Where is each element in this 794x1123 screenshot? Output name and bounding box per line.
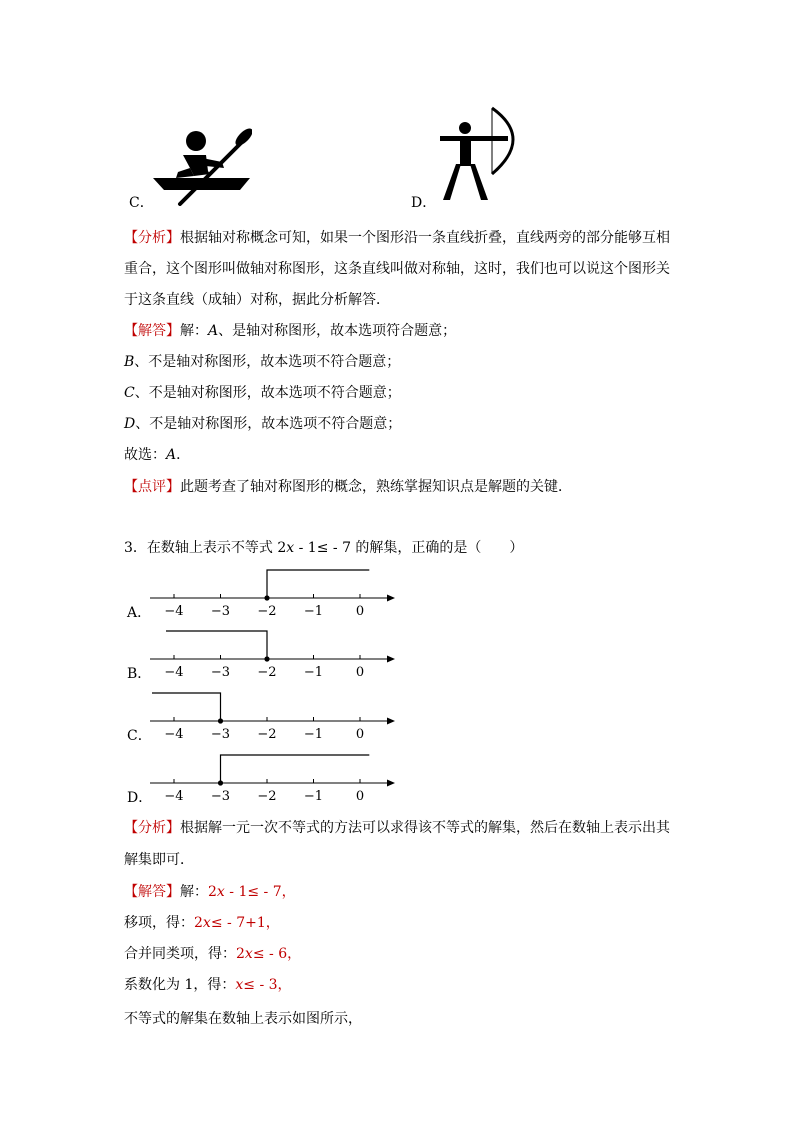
q3-step-3: 合并同类项，得：2x≤ - 6， bbox=[124, 946, 302, 962]
option-label: D． bbox=[127, 790, 153, 806]
tick-label: −2 bbox=[257, 727, 277, 742]
number-line-1 bbox=[0, 562, 794, 622]
number-line-4 bbox=[0, 747, 794, 807]
q3-step-5: 不等式的解集在数轴上表示如图所示， bbox=[124, 1011, 362, 1027]
q3-step-2: 移项，得：2x≤ - 7+1， bbox=[124, 915, 280, 931]
tick-label: −1 bbox=[303, 727, 324, 742]
q3-stem: 3．在数轴上表示不等式 2x - 1≤ - 7 的解集，正确的是（ ） bbox=[124, 540, 524, 556]
q2-choice: 故选：A． bbox=[124, 447, 191, 463]
tick-label: −4 bbox=[164, 604, 184, 619]
tick-label: −3 bbox=[210, 604, 231, 619]
tick-label: −4 bbox=[164, 789, 184, 804]
tick-label: −1 bbox=[303, 604, 324, 619]
answer-tag: 【解答】 bbox=[124, 884, 180, 900]
tick-label: −2 bbox=[257, 665, 277, 680]
axis-arrow bbox=[387, 656, 395, 663]
tick-label: 0 bbox=[355, 604, 365, 619]
q2-analysis-line-1: 【分析】根据轴对称概念可知，如果一个图形沿一条直线折叠，直线两旁的部分能够互相 bbox=[124, 230, 670, 246]
q2-comment: 【点评】此题考查了轴对称图形的概念，熟练掌握知识点是解题的关键． bbox=[124, 479, 572, 495]
tick-label: 0 bbox=[355, 665, 365, 680]
q2-analysis-line-2: 重合，这个图形叫做轴对称图形，这条直线叫做对称轴，这时，我们也可以说这个图形关 bbox=[124, 261, 670, 277]
solution-bracket bbox=[166, 631, 267, 659]
q3-step-4: 系数化为 1，得：x≤ - 3， bbox=[124, 977, 292, 993]
option-d-label: D． bbox=[411, 195, 437, 211]
axis-arrow bbox=[387, 718, 395, 725]
q2-answer-line-b: B、不是轴对称图形，故本选项不符合题意； bbox=[124, 354, 401, 370]
solution-point bbox=[218, 718, 223, 723]
number-line-3 bbox=[0, 685, 794, 745]
option-label: A． bbox=[127, 605, 152, 621]
solution-point bbox=[264, 595, 269, 600]
solution-point bbox=[264, 656, 269, 661]
solution-bracket bbox=[152, 693, 221, 721]
tick-label: −4 bbox=[164, 727, 184, 742]
q2-analysis-line-3: 于这条直线（成轴）对称，据此分析解答． bbox=[124, 292, 390, 308]
solution-bracket bbox=[267, 570, 369, 598]
q2-answer-line-a: 【解答】解：A、是轴对称图形，故本选项符合题意； bbox=[124, 323, 457, 339]
tick-label: −3 bbox=[210, 789, 231, 804]
q3-step-1: 【解答】解：2x - 1≤ - 7， bbox=[124, 884, 296, 900]
comment-tag: 【点评】 bbox=[124, 479, 180, 495]
analysis-tag: 【分析】 bbox=[124, 820, 180, 836]
q3-analysis-line-2: 解集即可． bbox=[124, 852, 194, 868]
tick-label: −3 bbox=[210, 727, 231, 742]
q2-answer-line-d: D、不是轴对称图形，故本选项不符合题意； bbox=[124, 416, 402, 432]
solution-point bbox=[218, 780, 223, 785]
archer-icon bbox=[436, 104, 516, 204]
solution-bracket bbox=[221, 755, 370, 783]
option-c-label: C． bbox=[129, 195, 154, 211]
axis-arrow bbox=[387, 780, 395, 787]
number-line-2 bbox=[0, 623, 794, 683]
tick-label: −1 bbox=[303, 665, 324, 680]
q3-analysis-line-1: 【分析】根据解一元一次不等式的方法可以求得该不等式的解集，然后在数轴上表示出其 bbox=[124, 820, 670, 836]
tick-label: −4 bbox=[164, 665, 184, 680]
tick-label: 0 bbox=[355, 789, 365, 804]
kayak-icon bbox=[150, 124, 252, 206]
q2-answer-line-c: C、不是轴对称图形，故本选项不符合题意； bbox=[124, 385, 401, 401]
option-label: C． bbox=[127, 728, 152, 744]
tick-label: −2 bbox=[257, 789, 277, 804]
answer-tag: 【解答】 bbox=[124, 323, 180, 339]
option-label: B． bbox=[127, 666, 152, 682]
tick-label: −2 bbox=[257, 604, 277, 619]
tick-label: −3 bbox=[210, 665, 231, 680]
axis-arrow bbox=[387, 595, 395, 602]
tick-label: 0 bbox=[355, 727, 365, 742]
analysis-tag: 【分析】 bbox=[124, 230, 180, 246]
tick-label: −1 bbox=[303, 789, 324, 804]
